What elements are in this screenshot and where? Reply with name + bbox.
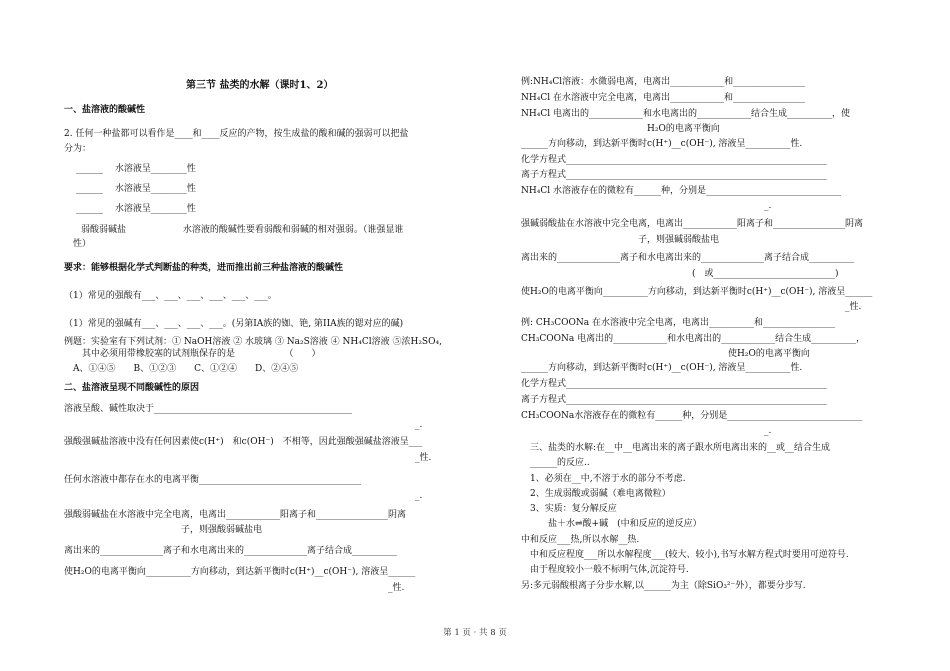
text-line: NH₄Cl 电离出的____________和水电离出的____________结合生成__________，使: [521, 109, 850, 119]
text-line: 性）: [64, 239, 92, 249]
text-line: 强碱弱酸盐在水溶液中完全电离，电离出____________阳离子和________________阴离: [521, 219, 864, 229]
text-line: 子，则强酸弱碱盐电: [64, 525, 263, 535]
text-line: 弱酸弱碱盐 水溶液的酸碱性要看弱酸和弱碱的相对强弱。（谁强显谁: [72, 225, 404, 235]
text-line: 离子方程式__________________________________________________________: [521, 170, 828, 180]
text-line: 1、必须在__中,不溶于水的部分不考虑.: [521, 474, 686, 484]
text-line: _性.: [521, 302, 862, 312]
text-line: 使H₂O的电离平衡向: [521, 349, 810, 359]
text-line: 离出来的______________离子和水电离出来的______________离子结合成__________: [64, 546, 398, 556]
text-line: ______ 水溶液呈________性: [76, 164, 196, 174]
text-line: （1）常见的强酸有___、___、___、___、___、___。: [64, 291, 277, 301]
text-line: NH₄Cl 水溶液存在的微粒有______种，分别是______________________________: [521, 186, 841, 196]
text-line: 2、生成弱酸或弱碱（难电离微粒）: [521, 489, 671, 499]
text-line: 2. 任何一种盐都可以看作是____和____反应的产物，按生成盐的酸和碱的强弱可以把盐: [64, 129, 409, 139]
text-line: ( 或___________________________): [521, 269, 839, 279]
text-line: 化学方程式__________________________________________________________: [521, 155, 828, 165]
text-line: 另:多元弱酸根离子分步水解,以______为主（除SiO₃²⁻外），都要分步写.: [521, 581, 806, 591]
text-line: （1）常见的强碱有___、___、___、___。(另第IA族的铷、铯, 第IIA族的锶对应的碱): [64, 319, 404, 329]
text-line: 分为：: [64, 144, 92, 154]
text-line: H₂O的电离平衡向: [521, 124, 720, 134]
text-line: 强酸弱碱盐在水溶液中完全电离，电离出____________阳离子和________________阴离: [64, 510, 407, 520]
text-line: NH₄Cl 在水溶液中完全电离，电离出____________和________________: [521, 93, 805, 103]
text-line: 强酸强碱盐溶液中没有任何因素使c(H⁺) 和c(OH⁻) 不相等，因此强酸强碱盐溶液呈___: [64, 437, 423, 447]
text-line: 例:NH₄Cl溶液：水微弱电离，电离出____________和________________: [521, 77, 806, 87]
text-line: 使H₂O的电离平衡向__________方向移动，到达新平衡时c(H⁺)__c(OH⁻), 溶液呈______: [64, 567, 416, 577]
text-line: 例: CH₃COONa 在水溶液中完全电离，电离出__________和________________: [521, 318, 835, 328]
text-line: 子，则强碱弱酸盐电: [521, 235, 720, 245]
page-footer: 第 1 页 · 共 8 页: [443, 628, 507, 638]
text-line: 3、实质：复分解反应: [521, 504, 617, 514]
text-line: 盐＋水⇌酸+碱 (中和反应的逆反应）: [521, 519, 702, 529]
text-line: 溶液呈酸、碱性取决于____________________________________________: [64, 404, 353, 414]
text-line: _.: [521, 426, 772, 436]
text-line: ______ 水溶液呈________性: [76, 184, 196, 194]
text-line: _.: [521, 201, 772, 211]
text-line: _性.: [64, 453, 432, 463]
text-line: 离子方程式__________________________________________________________: [521, 395, 828, 405]
section-heading: 一、盐溶液的酸碱性: [64, 105, 146, 115]
text-line: 使H₂O的电离平衡向__________方向移动，到达新平衡时c(H⁺)__c(OH⁻), 溶液呈______: [521, 287, 873, 297]
text-line: ______ 水溶液呈________性: [76, 204, 196, 214]
text-line: ______方向移动，到达新平衡时c(H⁺)__c(OH⁻), 溶液呈__________性.: [521, 139, 803, 149]
example-line: 例题：实验室有下列试剂：① NaOH溶液 ② 水玻璃 ③ Na₂S溶液 ④ NH₄Cl溶液 ⑤浓H₂SO₄,: [64, 337, 442, 347]
text-line: _.: [64, 491, 423, 501]
text-line: _性.: [64, 583, 405, 593]
example-line: 其中必须用带橡胶塞的试剂瓶保存的是 （ ）: [64, 349, 321, 359]
text-line: _.: [64, 420, 423, 430]
text-line: 中和反应___热,所以水解__热.: [521, 535, 640, 545]
requirement-line: 要求：能够根据化学式判断盐的种类，进而推出前三种盐溶液的酸碱性: [64, 263, 344, 273]
text-line: 由于程度较小一般不标明气体,沉淀符号.: [521, 565, 689, 575]
text-line: 任何水溶液中都存在水的电离平衡____________________________________: [64, 475, 362, 485]
text-line: ______的反应..: [521, 458, 590, 468]
text-line: 化学方程式__________________________________________________________: [521, 379, 828, 389]
text-line: 离出来的______________离子和水电离出来的______________离子结合成__________: [521, 253, 855, 263]
text-line: 三、盐类的水解:在__中__电离出来的离子跟水所电离出来的__或__结合生成: [521, 443, 831, 453]
text-line: CH₃COONa水溶液存在的微粒有______种，分别是______________________________: [521, 411, 863, 421]
text-line: CH₃COONa 电离出的____________和水电离出的____________结合生成__________，: [521, 334, 866, 344]
text-line: ______方向移动，到达新平衡时c(H⁺)__c(OH⁻), 溶液呈__________性.: [521, 363, 803, 373]
section-heading: 二、盐溶液呈现不同酸碱性的原因: [64, 383, 200, 393]
page-title: 第三节 盐类的水解（课时1、2）: [186, 80, 334, 91]
text-line: 中和反应程度___所以水解程度___(较大、较小),书写水解方程式时要用可逆符号.: [521, 550, 849, 560]
example-options: A、①④⑤ B、①②③ C、①②④ D、②④⑤: [64, 364, 299, 374]
